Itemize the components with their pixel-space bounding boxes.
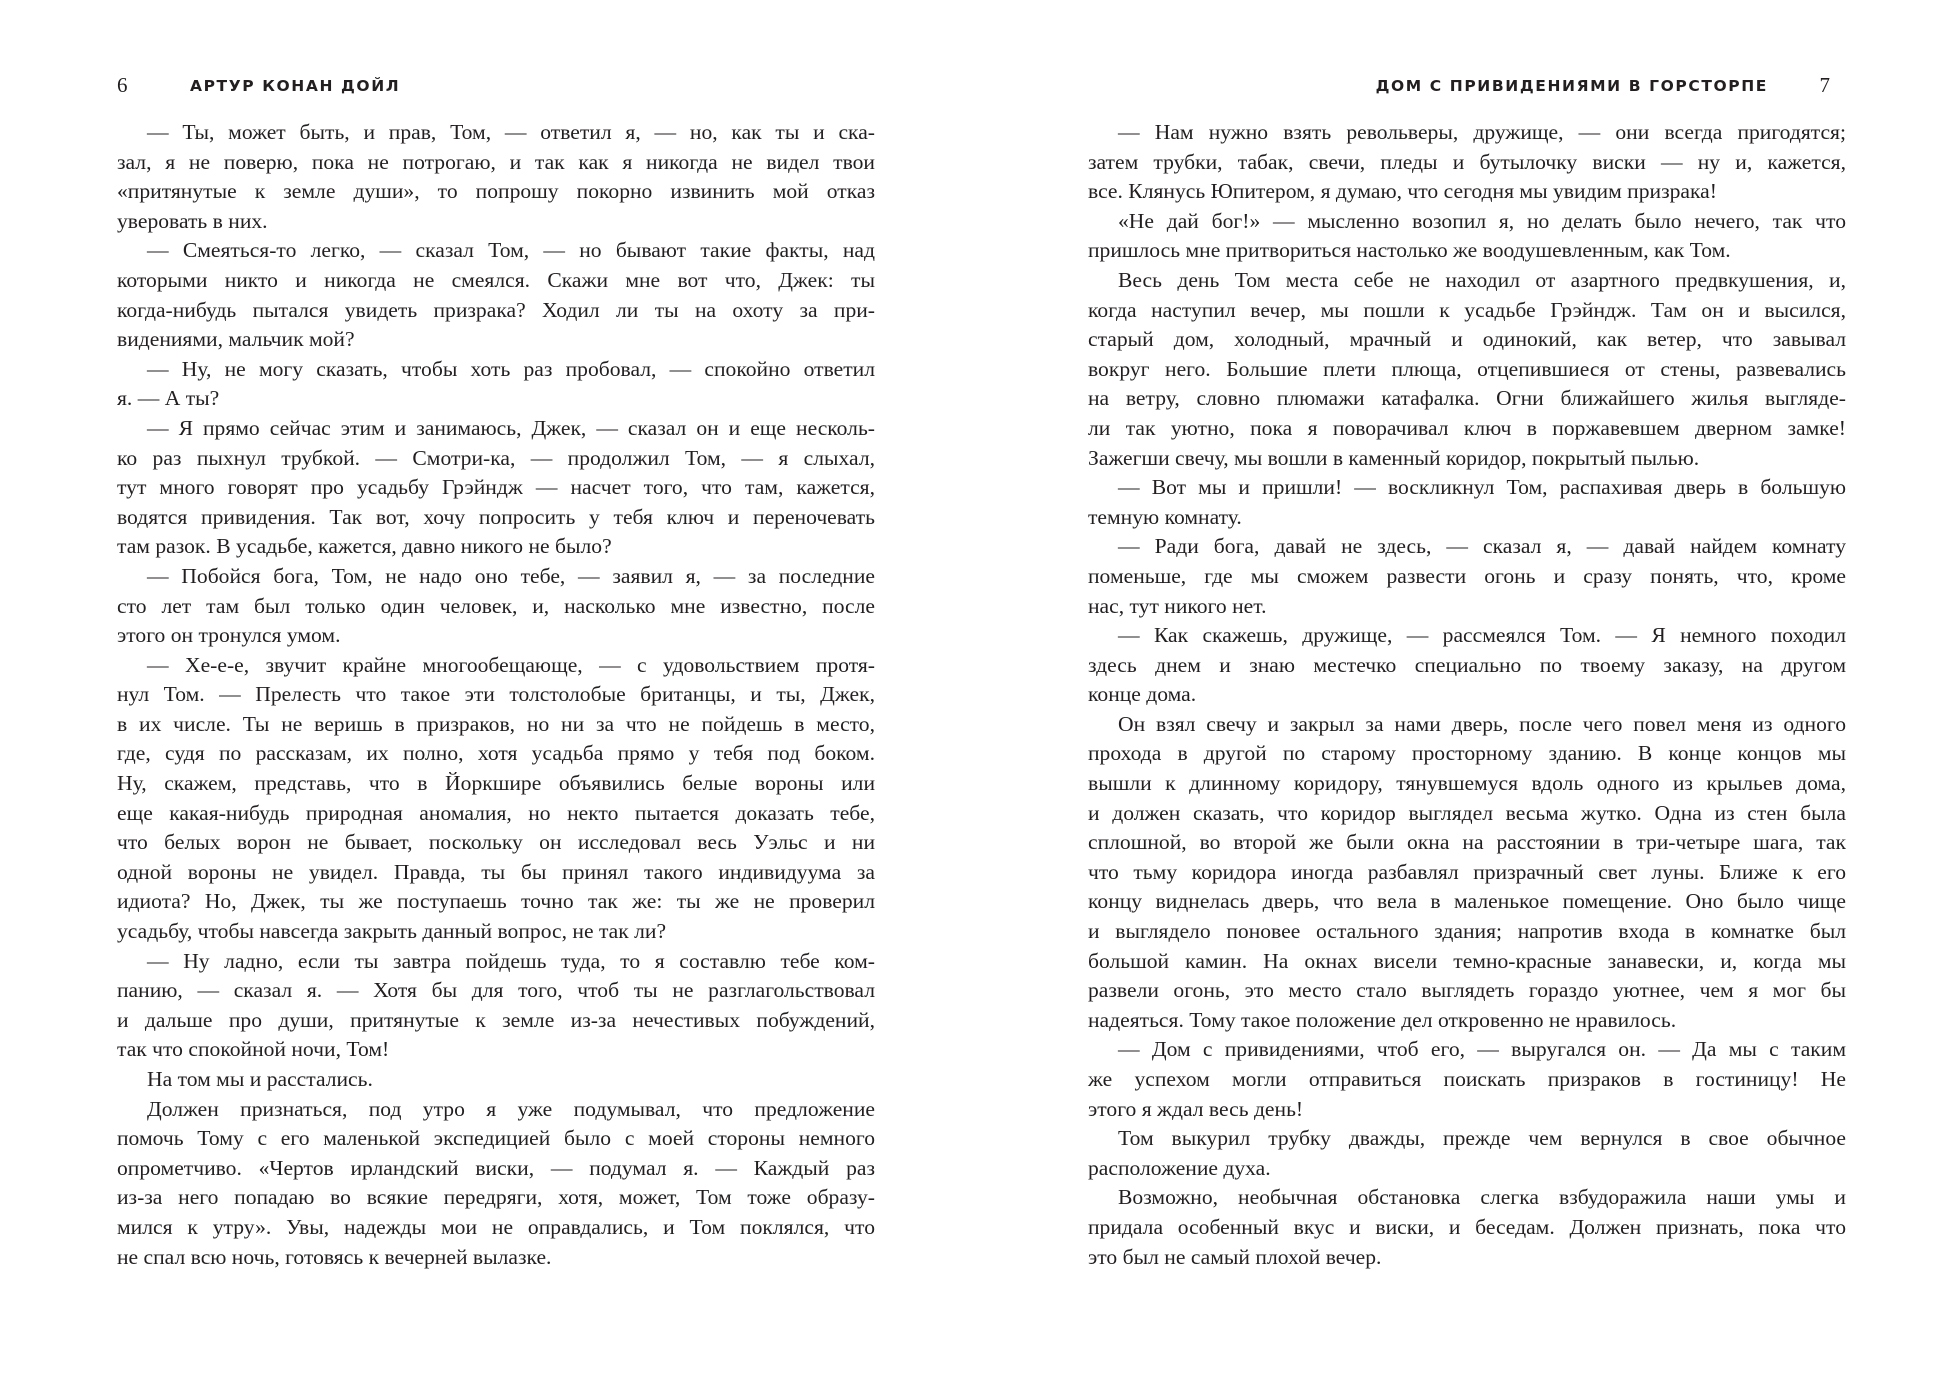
text-line: расположение духа. [1088,1155,1271,1180]
text-line: нас, тут никого нет. [1088,593,1267,618]
text-line: поменьше, где мы сможем развести огонь и сразу понять, что, кроме [1088,563,1846,588]
chapter-running-head: ДОМ С ПРИВИДЕНИЯМИ В ГОРСТОРПЕ [1375,77,1768,95]
text-line: одной вороны не увидел. Правда, ты бы принял такого индивидуума за [117,859,875,884]
left-page [117,0,875,1391]
text-line: сплошной, во второй же были окна на расстоянии в три-четыре шага, так [1088,830,1846,855]
text-line: придала особенный вкус и виски, и беседам. Должен признать, пока что [1088,1214,1846,1239]
text-line: и должен сказать, что коридор выглядел весьма жутко. Одна из стен была [1088,800,1846,825]
text-line: — Побойся бога, Том, не надо оно тебе, — заявил я, — за последние [147,563,875,588]
text-line: я. — А ты? [117,386,220,411]
text-line: — Вот мы и пришли! — воскликнул Том, распахивая дверь в большую [1118,475,1846,500]
page-number: 6 [117,73,128,97]
text-line: здесь днем и знаю местечко специально по твоему заказу, на другом [1088,652,1846,677]
text-line: помочь Тому с его маленькой экспедицией было с моей стороны немного [117,1126,875,1151]
text-line: — Ради бога, давай не здесь, — сказал я, — давай найдем комнату [1118,534,1846,559]
text-line: на ветру, словно плюмажи катафалка. Огни ближайшего жилья выгляде- [1088,386,1846,411]
text-line: развели огонь, это место стало выглядеть гораздо уютнее, чем я мог бы [1088,978,1846,1003]
text-line: Ну, скажем, представь, что в Йоркшире объявились белые вороны или [117,771,875,796]
text-line: которыми никто и никогда не смеялся. Скажи мне вот что, Джек: ты [117,267,875,292]
text-line: большой камин. На окнах висели темно-красные занавески, и, когда мы [1088,948,1846,973]
text-line: вокруг него. Большие плети плюща, отцепившиеся от стены, развевались [1088,356,1846,381]
text-line: Возможно, необычная обстановка слегка взбудоражила наши умы и [1118,1185,1846,1210]
text-line: — Дом с привидениями, чтоб его, — выругался он. — Да мы с таким [1118,1037,1846,1062]
paragraph [117,651,875,947]
right-running-head [1088,70,1846,100]
paragraph [1088,532,1846,621]
paragraph [117,355,875,414]
text-line: — Я прямо сейчас этим и занимаюсь, Джек, — сказал он и еще несколь- [147,415,875,440]
text-line: — Ты, может быть, и прав, Том, — ответил я, — но, как ты и ска- [147,120,875,144]
left-page-body [117,118,875,1272]
text-line: концу виднелась дверь, что вела в маленькое помещение. Оно было чище [1088,889,1846,914]
text-line: где, судя по рассказам, их полно, хотя усадьба прямо у тебя под боком. [117,741,875,766]
paragraph [117,562,875,651]
paragraph [1088,1183,1846,1272]
paragraph [1088,266,1846,473]
text-line: надеяться. Тому такое положение дел откровенно не нравилось. [1088,1007,1677,1032]
text-line: ли так уютно, пока я поворачивал ключ в поржавевшем дверном замке! [1088,415,1846,440]
paragraph [117,414,875,562]
text-line: Должен признаться, под утро я уже подумывал, что предложение [147,1096,875,1121]
text-line: усадьбу, чтобы навсегда закрыть данный вопрос, не так ли? [117,919,667,944]
text-line: — Ну, не могу сказать, чтобы хоть раз пробовал, — спокойно ответил [147,356,875,381]
text-line: вышли к длинному коридору, тянувшемуся вдоль одного из крыльев дома, [1088,771,1846,796]
paragraph [1088,621,1846,710]
text-line: — Хе-е-е, звучит крайне многообещающе, — с удовольствием протя- [147,652,875,677]
text-line: затем трубки, табак, свечи, пледы и бутылочку виски — ну и, кажется, [1088,149,1846,174]
text-line: видениями, мальчик мой? [117,327,355,352]
text-line: этого я ждал весь день! [1088,1096,1304,1121]
paragraph [1088,1035,1846,1124]
paragraph [1088,118,1846,207]
text-line: старый дом, холодный, мрачный и одинокий, как ветер, что завывал [1088,327,1846,352]
paragraph [1088,710,1846,1036]
text-line: прохода в другой по старому просторному зданию. В конце концов мы [1088,741,1846,766]
text-line: — Как скажешь, дружище, — рассмеялся Том. — Я немного походил [1118,623,1846,648]
text-line: в их числе. Ты не веришь в призраков, но ни за что не пойдешь в место, [117,711,875,736]
text-line: мился к утру». Увы, надежды мои не оправдались, и Том поклялся, что [117,1214,875,1239]
page-number: 7 [1819,73,1830,97]
text-line: «притянутые к земле души», то попрошу покорно извинить мой отказ [117,179,875,204]
text-line: ко раз пыхнул трубкой. — Смотри-ка, — продолжил Том, — я слыхал, [117,445,875,470]
text-line: Том выкурил трубку дважды, прежде чем вернулся в свое обычное [1118,1126,1846,1151]
text-line: же успехом могли отправиться поискать призраков в гостиницу! Не [1088,1067,1846,1091]
paragraph [1088,473,1846,532]
text-line: нул Том. — Прелесть что такое эти толстолобые британцы, и ты, Джек, [117,682,875,707]
text-line: тут много говорят про усадьбу Грэйндж — насчет того, что там, кажется, [117,475,875,500]
text-line: Зажегши свечу, мы вошли в каменный коридор, покрытый пылью. [1088,445,1700,470]
text-line: сто лет там был только один человек, и, насколько мне известно, после [117,593,875,618]
right-page-body [1088,118,1846,1272]
text-line: темную комнату. [1088,504,1242,529]
text-line: что белых ворон не бывает, поскольку он исследовал весь Уэльс и ни [117,830,875,855]
text-line: зал, я не поверю, пока не потрогаю, и так как я никогда не видел твои [117,149,875,174]
paragraph [117,1065,875,1095]
paragraph [117,947,875,1065]
text-line: — Нам нужно взять револьверы, дружище, — они всегда пригодятся; [1118,120,1846,144]
text-line: когда наступил вечер, мы пошли к усадьбе Грэйндж. Там он и высился, [1088,297,1846,322]
text-line: это был не самый плохой вечер. [1088,1244,1382,1269]
text-line: и выглядело поновее остального здания; напротив входа в комнатке был [1088,919,1846,944]
text-line: Весь день Том места себе не находил от азартного предвкушения, и, [1118,267,1846,292]
text-line: — Ну ладно, если ты завтра пойдешь туда, то я составлю тебе ком- [147,948,875,973]
text-line: Он взял свечу и закрыл за нами дверь, после чего повел меня из одного [1118,711,1846,736]
paragraph [1088,1124,1846,1183]
paragraph [117,236,875,354]
paragraph [1088,207,1846,266]
paragraph [117,1095,875,1273]
author-running-head: АРТУР КОНАН ДОЙЛ [190,77,401,95]
text-line: из-за него попадаю во всякие передряги, хотя, может, Том тоже образу- [117,1185,875,1210]
paragraph [117,118,875,236]
text-line: там разок. В усадьбе, кажется, давно никого не было? [117,534,612,559]
text-line: водятся привидения. Так вот, хочу попросить у тебя ключ и переночевать [117,504,875,529]
text-line: идиота? Но, Джек, ты же поступаешь точно так же: ты же не проверил [117,889,875,914]
text-line: — Смеяться-то легко, — сказал Том, — но бывают такие факты, над [147,238,875,263]
text-line: На том мы и расстались. [147,1067,373,1091]
text-line: панию, — сказал я. — Хотя бы для того, чтоб ты не разглагольствовал [117,978,875,1003]
text-line: еще какая-нибудь природная аномалия, но некто пытается доказать тебе, [117,800,875,825]
text-line: так что спокойной ночи, Том! [117,1037,390,1062]
text-line: не спал всю ночь, готовясь к вечерней вылазке. [117,1244,552,1269]
text-line: уверовать в них. [117,208,268,233]
text-line: пришлось мне притвориться настолько же воодушевленным, как Том. [1088,238,1731,263]
text-line: и дальше про души, притянутые к земле из-за нечестивых побуждений, [117,1007,875,1032]
text-line: что тьму коридора иногда разбавлял призрачный свет луны. Ближе к его [1088,859,1846,884]
text-line: «Не дай бог!» — мысленно возопил я, но делать было нечего, так что [1118,208,1846,233]
text-line: опрометчиво. «Чертов ирландский виски, — подумал я. — Каждый раз [117,1155,875,1180]
text-line: когда-нибудь пытался увидеть призрака? Ходил ли ты на охоту за при- [117,297,875,322]
text-line: конце дома. [1088,682,1197,707]
right-page [1088,0,1846,1391]
left-running-head [117,70,875,100]
text-line: все. Клянусь Юпитером, я думаю, что сегодня мы увидим призрака! [1088,179,1717,204]
text-line: этого он тронулся умом. [117,623,341,648]
